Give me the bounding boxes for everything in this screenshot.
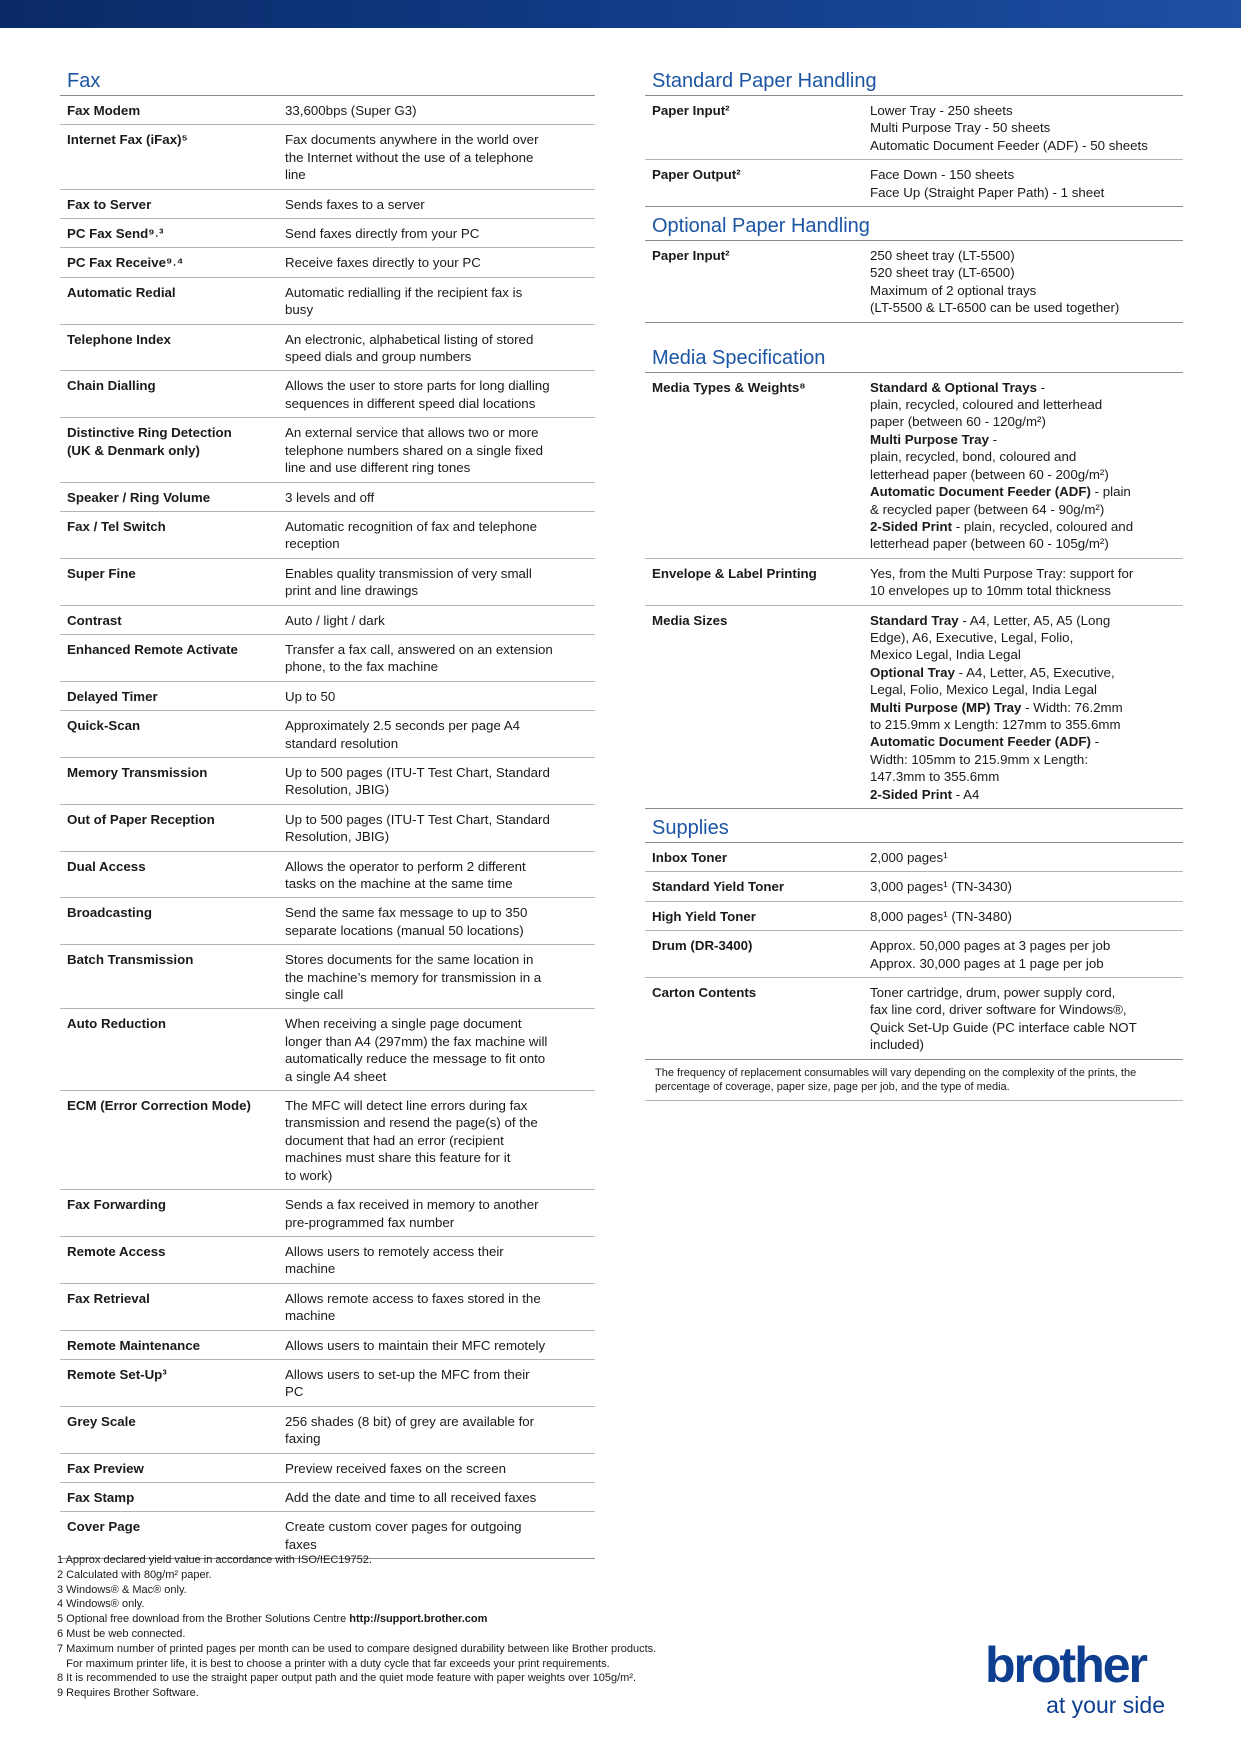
spec-label: Envelope & Label Printing: [652, 565, 817, 581]
table-row: [60, 325, 595, 372]
spec-value: Allows the operator to perform 2 different tasks on the machine at the same time: [285, 858, 526, 891]
spec-label: Carton Contents: [652, 985, 757, 1001]
spec-label: Distinctive Ring Detection (UK & Denmark only): [67, 425, 232, 458]
spec-value: Fax documents anywhere in the world over the Internet without the use of a telephone line: [285, 132, 539, 183]
spec-text: - plain, recycled, coloured and letterhead paper (between 60 - 105g/m²): [870, 518, 1134, 552]
table-row: [645, 373, 1183, 559]
table-row: [60, 418, 595, 482]
spec-label: Inbox Toner: [652, 850, 728, 865]
brother-logo: [985, 1637, 1185, 1720]
spec-label: Fax Preview: [67, 1460, 144, 1476]
spec-value: Automatic redialling if the recipient fax is busy: [285, 284, 523, 318]
footnote: 7 Maximum number of printed pages per month can be used to compare designed durability between like Brother products.: [57, 1642, 657, 1655]
table-row: [645, 559, 1183, 606]
spec-value: Create custom cover pages for outgoing faxes: [285, 1519, 522, 1552]
spec-label: Fax Retrieval: [67, 1290, 150, 1306]
emphasis-label: Standard & Optional Trays: [870, 379, 1037, 395]
table-row: [60, 278, 595, 325]
spec-value: 256 shades (8 bit) of grey are available for faxing: [285, 1413, 535, 1447]
right-column: [645, 62, 1183, 1101]
table-row: [60, 1483, 595, 1512]
spec-label: Enhanced Remote Activate: [67, 641, 238, 657]
footnote: 8 It is recommended to use the straight paper output path and the quiet mode feature with paper weights over 105g/m².: [57, 1672, 637, 1685]
spec-value: 33,600bps (Super G3): [285, 103, 417, 118]
spec-label: Remote Set-Up³: [67, 1366, 167, 1382]
table-row: [645, 843, 1183, 872]
support-link[interactable]: http://support.brother.com: [349, 1613, 488, 1626]
spec-value: Enables quality transmission of very small print and line drawings: [285, 565, 532, 599]
spec-label: Remote Access: [67, 1243, 166, 1259]
table-row: [645, 160, 1183, 207]
spec-value: Lower Tray - 250 sheets Multi Purpose Tray - 50 sheets Automatic Document Feeder (ADF) - 50 sheets: [870, 103, 1148, 153]
emphasis-label: Multi Purpose (MP) Tray: [870, 699, 1022, 715]
spec-value: Auto / light / dark: [285, 612, 385, 628]
table-row: [60, 559, 595, 606]
spec-value: Send the same fax message to up to 350 separate locations (manual 50 locations): [285, 905, 528, 938]
spec-label: Memory Transmission: [67, 764, 208, 780]
spec-label: High Yield Toner: [652, 908, 756, 924]
spec-value: Add the date and time to all received faxes: [285, 1489, 537, 1505]
media-spec-title: Media Specification: [645, 339, 1183, 373]
table-row: [60, 758, 595, 805]
logo-tagline: at your side: [1046, 1692, 1165, 1718]
spec-value: 250 sheet tray (LT-5500) 520 sheet tray (LT-6500) Maximum of 2 optional trays (LT-5500 & LT-6500 can be used together): [870, 248, 1120, 316]
spec-value: Send faxes directly from your PC: [285, 226, 480, 242]
emphasis-label: Standard Tray: [870, 612, 959, 628]
spec-label: Quick-Scan: [67, 718, 141, 734]
spec-value: Approx. 50,000 pages at 3 pages per job Approx. 30,000 pages at 1 page per job: [870, 938, 1111, 971]
spec-label: Grey Scale: [67, 1413, 136, 1429]
spec-label: Paper Output²: [652, 167, 741, 183]
table-row: [645, 872, 1183, 901]
spec-label: Media Sizes: [652, 612, 728, 628]
footnotes: [57, 1553, 817, 1701]
table-row: [60, 1454, 595, 1483]
spec-label: Telephone Index: [67, 331, 171, 347]
table-row: [60, 1091, 595, 1190]
footnote: 4 Windows® only.: [57, 1598, 145, 1611]
spec-label: Standard Yield Toner: [652, 879, 785, 895]
table-row: [60, 898, 595, 945]
table-row: [60, 483, 595, 512]
spec-label: Fax / Tel Switch: [67, 518, 166, 534]
spec-label: Automatic Redial: [67, 284, 176, 300]
spec-text: - A4, Letter, A5, Executive, Legal, Folio, Mexico Legal, India Legal: [870, 664, 1115, 698]
table-row: [60, 682, 595, 711]
emphasis-label: Automatic Document Feeder (ADF): [870, 734, 1091, 750]
spec-label: ECM (Error Correction Mode): [67, 1098, 251, 1114]
spec-value: 3,000 pages¹ (TN-3430): [870, 879, 1012, 895]
table-row: [60, 371, 595, 418]
supplies-note: The frequency of replacement consumables will vary depending on the complexity of the prints, the percentage of coverage, paper size, page per job, and the type of media.: [645, 1060, 1183, 1101]
optional-paper-title: Optional Paper Handling: [645, 207, 1183, 241]
footnote: 5 Optional free download from the Brother Solutions Centre http://support.brother.com: [57, 1613, 488, 1626]
spec-value: Up to 500 pages (ITU-T Test Chart, Standard Resolution, JBIG): [285, 764, 550, 798]
spec-value: Stores documents for the same location in the machine’s memory for transmission in a single call: [285, 952, 542, 1003]
footnote: 6 Must be web connected.: [57, 1627, 186, 1640]
emphasis-label: Automatic Document Feeder (ADF): [870, 484, 1091, 500]
table-row: [60, 635, 595, 682]
table-row: [60, 711, 595, 758]
emphasis-label: 2-Sided Print: [870, 518, 953, 534]
spec-value: Allows users to remotely access their machine: [285, 1243, 504, 1277]
table-row: [60, 248, 595, 277]
table-row: [60, 1237, 595, 1284]
spec-value: Receive faxes directly to your PC: [285, 255, 481, 271]
spec-text: - Width: 76.2mm to 215.9mm x Length: 127mm to 355.6mm: [870, 699, 1123, 732]
spec-label: PC Fax Receive⁹˒⁴: [67, 255, 184, 271]
spec-label: Fax Modem: [67, 103, 141, 118]
fax-section-title: Fax: [60, 62, 595, 96]
spec-label: Fax Stamp: [67, 1489, 135, 1505]
spec-label: PC Fax Send⁹˒³: [67, 226, 164, 242]
spec-text: - plain, recycled, coloured and letterhead paper (between 60 - 120g/m²): [870, 379, 1103, 430]
spec-label: Fax Forwarding: [67, 1197, 166, 1213]
spec-value: Sends a fax received in memory to another pre-programmed fax number: [285, 1197, 539, 1230]
table-row: [60, 1009, 595, 1091]
spec-text: - A4: [952, 786, 980, 802]
table-row: [60, 1190, 595, 1237]
spec-value: Automatic recognition of fax and telephone reception: [285, 518, 538, 552]
table-row: [60, 1331, 595, 1360]
spec-label: Internet Fax (iFax)⁵: [67, 132, 188, 148]
table-row: [645, 978, 1183, 1060]
logo-wordmark: brother: [985, 1637, 1146, 1693]
table-row: [645, 606, 1183, 809]
table-row: [645, 241, 1183, 323]
media-spec-table: [645, 373, 1183, 809]
spec-label: Drum (DR-3400): [652, 938, 753, 954]
spec-value: Allows users to set-up the MFC from their PC: [285, 1366, 530, 1400]
supplies-table: [645, 843, 1183, 1060]
spec-value: Allows the user to store parts for long dialling sequences in different speed dial locations: [285, 378, 550, 411]
spec-label: Paper Input²: [652, 103, 730, 118]
spec-label: Auto Reduction: [67, 1016, 166, 1032]
spec-value: [870, 612, 1183, 803]
table-row: [60, 125, 595, 189]
spec-value: Allows remote access to faxes stored in the machine: [285, 1290, 541, 1324]
standard-paper-title: Standard Paper Handling: [645, 62, 1183, 96]
table-row: [60, 219, 595, 248]
footnote: 1 Approx declared yield value in accordance with ISO/IEC19752.: [57, 1554, 372, 1566]
spec-value: 8,000 pages¹ (TN-3480): [870, 908, 1012, 924]
table-row: [645, 902, 1183, 931]
table-row: [60, 190, 595, 219]
spec-text: - A4, Letter, A5, A5 (Long Edge), A6, Executive, Legal, Folio, Mexico Legal, India Legal: [870, 612, 1111, 663]
spec-value: Up to 50: [285, 688, 336, 704]
table-row: [60, 606, 595, 635]
spec-value: The MFC will detect line errors during fax transmission and resend the page(s) of the document that had an error (recipient machines must share this feature for it to work): [285, 1098, 538, 1183]
spec-value: [870, 379, 1183, 553]
spec-label: Delayed Timer: [67, 688, 158, 704]
spec-label: Fax to Server: [67, 196, 152, 212]
table-row: [645, 96, 1183, 160]
spec-value: Yes, from the Multi Purpose Tray: support for 10 envelopes up to 10mm total thickness: [870, 565, 1134, 599]
spec-value: An electronic, alphabetical listing of stored speed dials and group numbers: [285, 331, 534, 365]
spec-label: Out of Paper Reception: [67, 811, 215, 827]
table-row: [60, 805, 595, 852]
spec-value: Allows users to maintain their MFC remotely: [285, 1337, 546, 1353]
spec-text: - Width: 105mm to 215.9mm x Length: 147.3mm to 355.6mm: [870, 734, 1100, 785]
spec-label: Super Fine: [67, 565, 136, 581]
spec-value: 2,000 pages¹: [870, 850, 948, 865]
spec-label: Remote Maintenance: [67, 1337, 201, 1353]
spec-label: Chain Dialling: [67, 378, 156, 394]
fax-spec-table: [60, 96, 595, 1559]
spec-value: Up to 500 pages (ITU-T Test Chart, Standard Resolution, JBIG): [285, 811, 550, 845]
spec-text: - plain & recycled paper (between 64 - 90g/m²): [870, 484, 1131, 517]
footnote: 2 Calculated with 80g/m² paper.: [57, 1568, 212, 1581]
table-row: [60, 512, 595, 559]
spec-label: Contrast: [67, 612, 122, 628]
spec-value: Preview received faxes on the screen: [285, 1460, 506, 1476]
table-row: [60, 1360, 595, 1407]
spec-value: When receiving a single page document longer than A4 (297mm) the fax machine will automatically reduce the message to fit onto a single A4 sheet: [285, 1016, 548, 1084]
spec-label: Paper Input²: [652, 248, 730, 264]
table-row: [60, 945, 595, 1009]
spec-value: Sends faxes to a server: [285, 196, 425, 212]
standard-paper-table: [645, 96, 1183, 207]
table-row: [60, 96, 595, 125]
spec-label: Speaker / Ring Volume: [67, 489, 211, 505]
spec-label: Media Types & Weights⁸: [652, 379, 806, 395]
footnote: 9 Requires Brother Software.: [57, 1687, 199, 1700]
spec-value: Approximately 2.5 seconds per page A4 standard resolution: [285, 718, 521, 751]
spec-label: Cover Page: [67, 1519, 141, 1535]
spec-value: Face Down - 150 sheets Face Up (Straight Paper Path) - 1 sheet: [870, 167, 1105, 200]
spec-value: Transfer a fax call, answered on an extension phone, to the fax machine: [285, 641, 553, 675]
spec-text: - plain, recycled, bond, coloured and letterhead paper (between 60 - 200g/m²): [870, 431, 1109, 482]
spec-label: Batch Transmission: [67, 952, 194, 968]
emphasis-label: Optional Tray: [870, 664, 955, 680]
table-row: [60, 1284, 595, 1331]
fax-column: [60, 62, 595, 1559]
optional-paper-table: [645, 241, 1183, 323]
top-color-band: [0, 0, 1241, 28]
footnote: For maximum printer life, it is best to choose a printer with a duty cycle that far exceeds your print requirements.: [57, 1657, 610, 1670]
spec-value: An external service that allows two or more telephone numbers shared on a single fixed line and use different ring tones: [285, 425, 543, 476]
emphasis-label: 2-Sided Print: [870, 786, 953, 802]
footnote: 3 Windows® & Mac® only.: [57, 1583, 187, 1596]
spec-value: 3 levels and off: [285, 489, 375, 505]
emphasis-label: Multi Purpose Tray: [870, 431, 989, 447]
table-row: [645, 931, 1183, 978]
spec-label: Dual Access: [67, 858, 146, 874]
supplies-title: Supplies: [645, 809, 1183, 843]
table-row: [60, 1407, 595, 1454]
spec-value: Toner cartridge, drum, power supply cord, fax line cord, driver software for Windows®, Quick Set-Up Guide (PC interface cable NOT included): [870, 985, 1137, 1053]
spec-label: Broadcasting: [67, 905, 152, 921]
table-row: [60, 852, 595, 899]
